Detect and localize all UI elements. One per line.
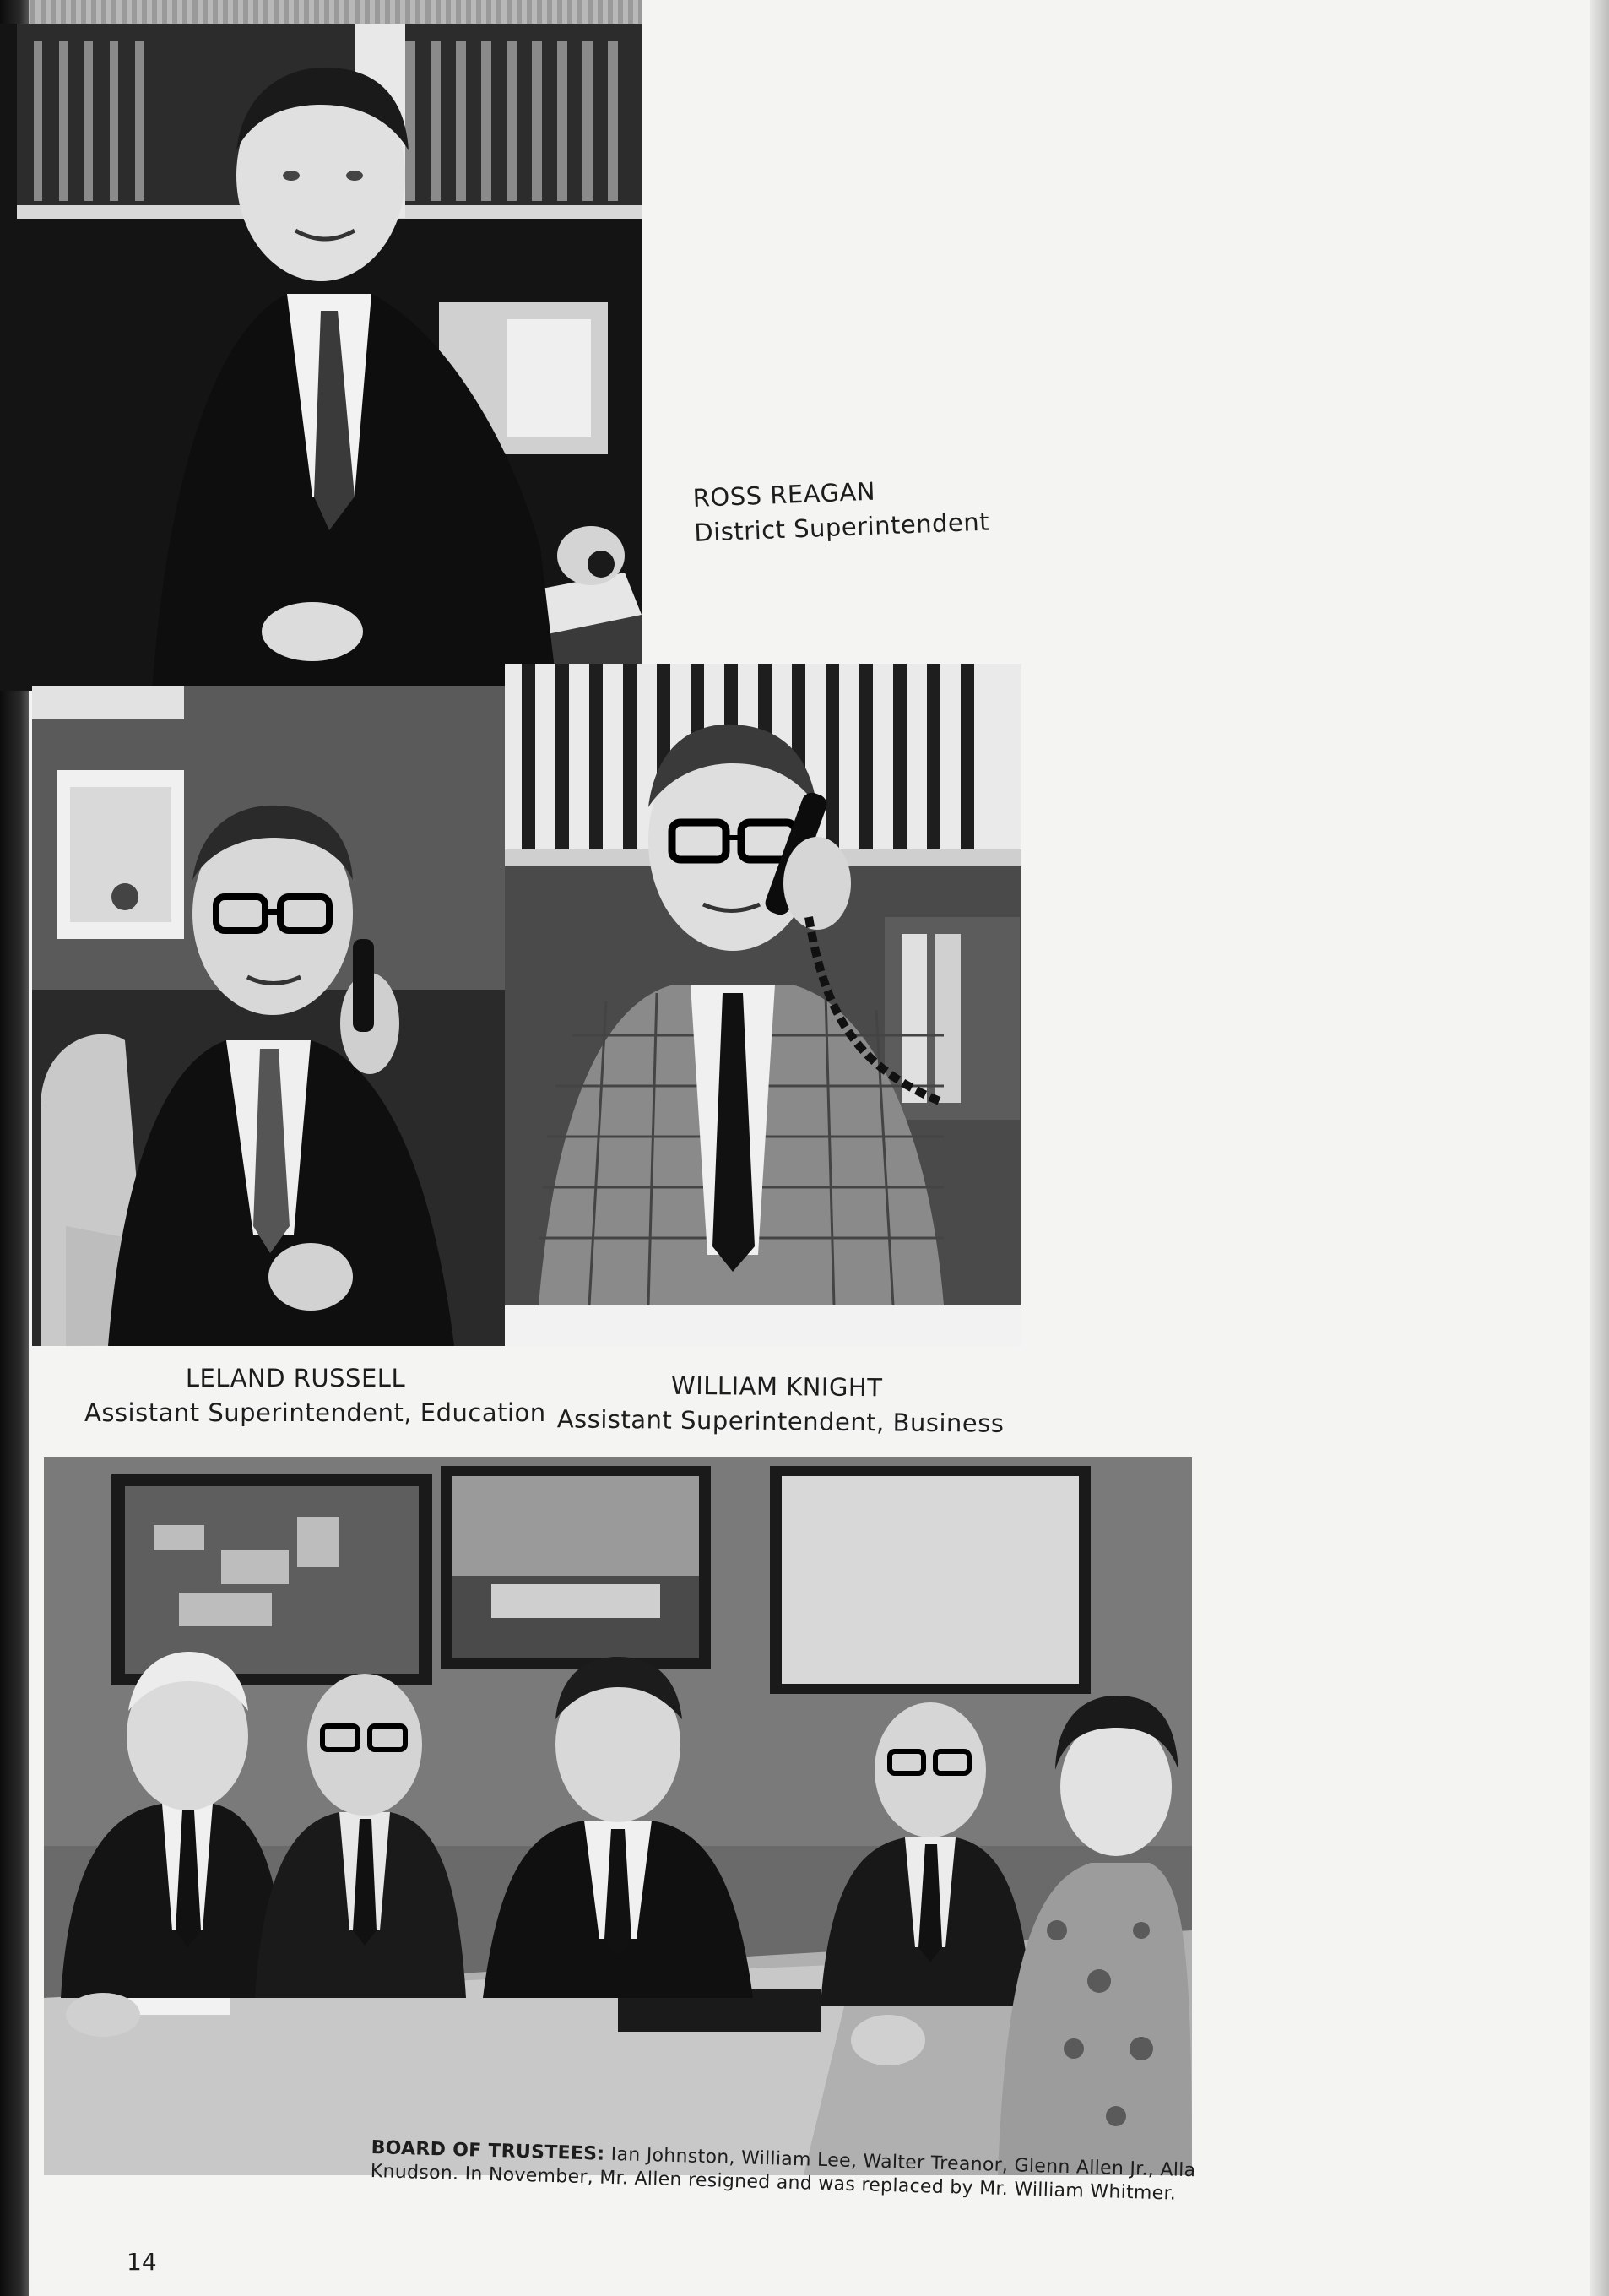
caption-text: Ian Johnston, William Lee, Walter Treanor, Glenn Allen Jr., Alla Knudson. In November, Mr. Allen resigned and was replaced by Mr. William Whitmer. [370,2143,1196,2205]
photo-william-knight [505,664,1021,1346]
scan-edge-right [1590,0,1609,2296]
caption-label: BOARD OF TRUSTEES: [371,2136,605,2165]
person-title: Assistant Superintendent, Education [84,1398,546,1427]
photo-ross-reagan [0,24,642,691]
person-title: District Superintendent [693,507,990,547]
page-number: 14 [127,2248,157,2276]
person-title: Assistant Superintendent, Business [556,1404,1005,1438]
person-name: ROSS REAGAN [692,476,876,513]
caption-william-knight [556,1367,1005,1441]
photo-leland-russell [32,686,505,1346]
caption-ross-reagan [692,470,990,551]
person-name: WILLIAM KNIGHT [670,1371,883,1403]
caption-leland-russell [84,1361,546,1430]
person-name: LELAND RUSSELL [185,1364,406,1392]
photo-board-of-trustees [44,1457,1192,2175]
